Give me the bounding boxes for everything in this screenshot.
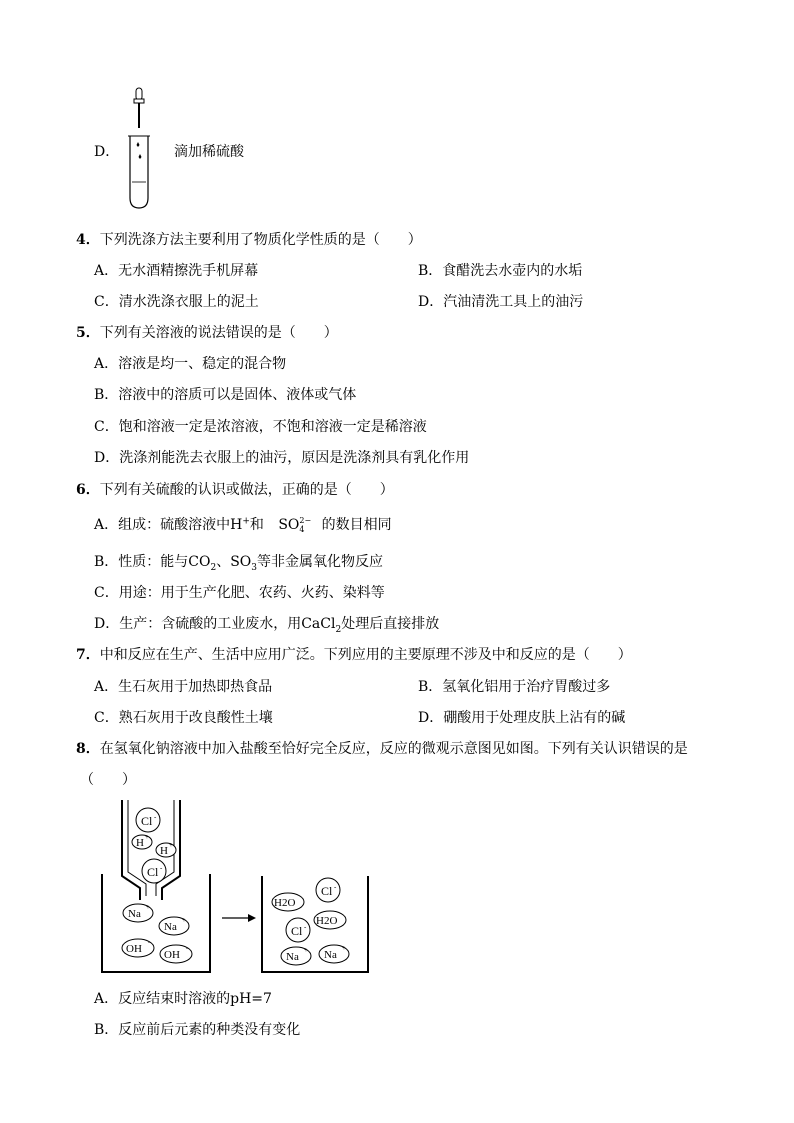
question-6 <box>76 479 394 499</box>
svg-text:-: - <box>160 864 163 872</box>
question-stem: 在氢氧化钠溶液中加入盐酸至恰好完全反应，反应的微观示意图见如图。下列有关认识错误的是 <box>99 741 688 757</box>
svg-text:OH: OH <box>126 943 142 955</box>
q4-option-a: A．无水酒精擦洗手机屏幕 <box>94 263 259 279</box>
svg-text:H: H <box>160 845 168 857</box>
question-number: 7． <box>76 647 100 663</box>
svg-text:+: + <box>342 944 346 952</box>
q8-option-b: B．反应前后元素的种类没有变化 <box>94 1022 301 1038</box>
svg-text:-: - <box>334 883 337 891</box>
ion <box>286 918 310 942</box>
svg-text:Na: Na <box>286 951 299 963</box>
question-4 <box>76 229 422 249</box>
q5-option-b: B．溶液中的溶质可以是固体、液体或气体 <box>94 387 357 403</box>
q3-option-d <box>94 141 119 161</box>
question-number: 6． <box>76 482 100 498</box>
ion <box>156 841 176 857</box>
question-8 <box>76 738 688 758</box>
q4-option-c: C．清水洗涤衣服上的泥土 <box>94 294 259 310</box>
svg-text:Na: Na <box>128 908 141 920</box>
svg-text:OH: OH <box>164 949 180 961</box>
svg-text:-: - <box>148 938 151 946</box>
svg-text:-: - <box>304 923 307 931</box>
question-stem: 中和反应在生产、生活中应用广泛。下列应用的主要原理不涉及中和反应的是（ ） <box>99 647 632 663</box>
svg-text:+: + <box>304 946 308 954</box>
q6-option-a: A．组成：硫酸溶液中H+和 SO 2− 4 的数目相同 <box>94 516 392 534</box>
option-label: D． <box>94 144 120 160</box>
question-number: 4． <box>76 232 100 248</box>
ion <box>316 878 340 902</box>
q6-option-c: C．用途：用于生产化肥、农药、火药、染料等 <box>94 585 385 601</box>
ion <box>136 808 160 832</box>
ion <box>160 944 192 963</box>
answer-parentheses: （ ） <box>80 772 136 788</box>
q7-option-b: B．氢氧化铝用于治疗胃酸过多 <box>418 679 611 695</box>
ion <box>123 903 153 922</box>
svg-text:+: + <box>145 833 149 841</box>
q6-option-b: B．性质：能与$CO_2$、$SO_3$等非金属氧化物反应 <box>94 554 384 573</box>
dropper-test-tube-illustration <box>120 86 160 212</box>
svg-text:Cl: Cl <box>141 814 153 828</box>
question-number: 5． <box>76 325 100 341</box>
q5-option-c: C．饱和溶液一定是浓溶液，不饱和溶液一定是稀溶液 <box>94 419 427 435</box>
q8-option-a: A．反应结束时溶液的pH=7 <box>94 991 272 1007</box>
q6-option-d: D．生产：含硫酸的工业废水，用CaCl$_2$处理后直接排放 <box>94 616 440 635</box>
ion <box>122 938 154 957</box>
q4-option-d: D．汽油清洗工具上的油污 <box>418 294 584 310</box>
q4-option-b: B．食醋洗去水壶内的水垢 <box>418 263 583 279</box>
question-stem: 下列有关硫酸的认识或做法，正确的是（ ） <box>99 482 394 498</box>
ion <box>281 946 311 965</box>
q5-option-a: A．溶液是均一、稳定的混合物 <box>94 356 287 372</box>
question-number: 8． <box>76 741 100 757</box>
ion <box>319 944 349 963</box>
molecule <box>272 893 304 911</box>
svg-text:Na: Na <box>164 921 177 933</box>
svg-text:H2O: H2O <box>274 897 296 909</box>
svg-text:Cl: Cl <box>291 924 303 938</box>
ion <box>142 859 166 883</box>
ion <box>132 833 152 849</box>
q7-option-c: C．熟石灰用于改良酸性土壤 <box>94 710 273 726</box>
question-7 <box>76 644 632 664</box>
svg-text:H2O: H2O <box>316 915 338 927</box>
q7-option-d: D．硼酸用于处理皮肤上沾有的碱 <box>418 710 626 726</box>
molecule <box>314 911 346 929</box>
svg-text:H: H <box>136 837 144 849</box>
question-stem: 下列有关溶液的说法错误的是（ ） <box>99 325 338 341</box>
q5-option-d: D．洗涤剂能洗去衣服上的油污，原因是洗涤剂具有乳化作用 <box>94 450 470 466</box>
q3-option-d-text: 滴加稀硫酸 <box>174 144 244 160</box>
question-5 <box>76 322 338 342</box>
svg-text:Cl: Cl <box>321 884 333 898</box>
neutralization-reaction-diagram <box>96 798 380 978</box>
q7-option-a: A．生石灰用于加热即热食品 <box>94 679 273 695</box>
question-stem: 下列洗涤方法主要利用了物质化学性质的是（ ） <box>99 232 422 248</box>
svg-text:Cl: Cl <box>147 865 159 879</box>
svg-text:Na: Na <box>324 949 337 961</box>
sulfate-ion: SO 2− 4 <box>278 516 312 534</box>
ion <box>159 916 189 935</box>
svg-text:-: - <box>186 944 189 952</box>
svg-text:+: + <box>146 903 150 911</box>
svg-text:+: + <box>182 916 186 924</box>
svg-text:-: - <box>154 813 157 821</box>
svg-text:+: + <box>169 841 173 849</box>
